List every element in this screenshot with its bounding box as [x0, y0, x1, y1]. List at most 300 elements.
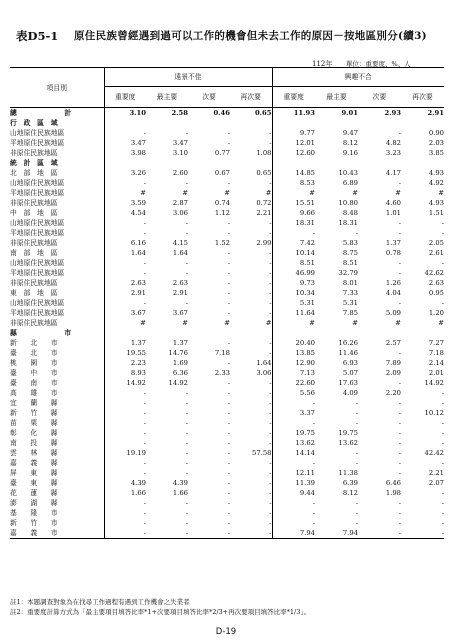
table-cell: - — [269, 259, 272, 267]
table-cell: - — [398, 509, 401, 517]
table-cell — [230, 158, 272, 168]
row-label: 山地原住民族地區 — [10, 128, 104, 138]
table-cell: 11.38 — [338, 469, 358, 477]
table-cell: 12.90 — [272, 358, 315, 368]
table-cell: 11.46 — [338, 349, 358, 357]
table-cell: 5.09 — [385, 309, 401, 317]
table-cell: - — [269, 439, 272, 447]
table-cell: - — [355, 499, 358, 507]
table-cell: - — [398, 459, 401, 467]
row-label: 縣 市 — [10, 328, 104, 338]
table-cell: 12.11 — [272, 468, 315, 478]
table-cell: # — [140, 189, 146, 197]
row-label: 花 蓮 縣 — [10, 488, 104, 498]
table-row — [10, 118, 444, 128]
table-cell: - — [398, 519, 401, 527]
table-cell: - — [269, 489, 272, 497]
table-cell: 9.73 — [272, 278, 315, 288]
table-cell: - — [398, 379, 401, 387]
table-cell: - — [269, 469, 272, 477]
table-cell: 3.47 — [130, 139, 146, 147]
table-row — [10, 248, 444, 258]
row-label: 南 部 地 區 — [10, 248, 104, 258]
row-label: 南 投 縣 — [10, 438, 104, 448]
table-cell: 7.89 — [385, 359, 401, 367]
table-cell: 3.47 — [172, 139, 188, 147]
table-cell: 3.67 — [172, 309, 188, 317]
table-cell: - — [188, 528, 230, 539]
table-row — [10, 138, 444, 148]
row-label: 東 部 地 區 — [10, 288, 104, 298]
table-cell: - — [185, 449, 188, 457]
table-cell: - — [272, 228, 315, 238]
table-row — [10, 378, 444, 388]
table-row — [10, 228, 444, 238]
row-label: 嘉 義 市 — [10, 528, 104, 539]
table-cell: - — [398, 419, 401, 427]
table-cell: - — [272, 518, 315, 528]
row-label: 非原住民族地區 — [10, 198, 104, 208]
table-cell: - — [441, 299, 444, 307]
table-cell: 7.18 — [428, 349, 444, 357]
table-cell: 7.94 — [272, 528, 315, 539]
table-cell: - — [398, 129, 401, 137]
table-cell: 9.16 — [342, 149, 358, 157]
table-cell: 4.82 — [385, 139, 401, 147]
table-cell — [272, 328, 315, 338]
table-cell: - — [143, 509, 146, 517]
table-cell: - — [185, 389, 188, 397]
table-cell: - — [185, 429, 188, 437]
row-label: 非原住民族地區 — [10, 238, 104, 248]
row-label: 澎 湖 縣 — [10, 498, 104, 508]
unit-label: 單位：重要度、%、人 — [346, 60, 411, 68]
table-cell: - — [227, 129, 230, 137]
table-cell: - — [185, 399, 188, 407]
table-cell: 14.92 — [424, 379, 444, 387]
table-cell: 10.43 — [338, 169, 358, 177]
table-row — [10, 188, 444, 198]
table-row — [10, 348, 444, 358]
table-cell: 1.26 — [385, 279, 401, 287]
page-number: D-19 — [215, 627, 237, 637]
table-cell: - — [441, 459, 444, 467]
table-cell: 3.26 — [130, 169, 146, 177]
table-row — [10, 178, 444, 188]
table-cell: 2.09 — [385, 369, 401, 377]
table-cell: - — [227, 389, 230, 397]
row-label: 統 計 區 域 — [10, 158, 104, 168]
table-cell: 19.19 — [126, 449, 146, 457]
table-cell: - — [269, 309, 272, 317]
table-cell: - — [185, 499, 188, 507]
table-cell: - — [143, 409, 146, 417]
table-cell: - — [143, 179, 146, 187]
table-cell: - — [269, 409, 272, 417]
table-cell: - — [398, 429, 401, 437]
table-cell: 7.27 — [428, 339, 444, 347]
table-cell: 19.55 — [126, 349, 146, 357]
table-cell: 0.46 — [213, 109, 230, 117]
table-cell: 10.14 — [272, 248, 315, 258]
row-label: 彰 化 縣 — [10, 428, 104, 438]
table-cell: - — [269, 139, 272, 147]
table-cell: 1.66 — [130, 489, 146, 497]
table-cell: 3.98 — [130, 149, 146, 157]
table-cell: 12.01 — [272, 138, 315, 148]
table-cell: 12.60 — [272, 148, 315, 158]
table-cell: - — [441, 489, 444, 497]
table-cell: 1.37 — [130, 339, 146, 347]
table-cell: 2.07 — [428, 479, 444, 487]
table-cell: - — [269, 509, 272, 517]
table-cell — [272, 118, 315, 128]
table-cell: - — [269, 129, 272, 137]
table-cell: - — [227, 509, 230, 517]
table-cell: - — [269, 419, 272, 427]
table-cell: 5.07 — [342, 369, 358, 377]
table-cell: 7.85 — [342, 309, 358, 317]
table-cell: - — [185, 419, 188, 427]
table-cell: 14.92 — [126, 379, 146, 387]
table-cell: 5.31 — [272, 298, 315, 308]
table-row — [10, 518, 444, 528]
table-cell: 3.67 — [130, 309, 146, 317]
table-cell — [401, 328, 444, 338]
table-row — [10, 108, 444, 119]
table-cell: - — [227, 229, 230, 237]
table-cell: 3.37 — [272, 408, 315, 418]
table-row — [10, 428, 444, 438]
table-cell: - — [227, 269, 230, 277]
row-label: 臺 北 市 — [10, 348, 104, 358]
table-cell: 4.39 — [172, 479, 188, 487]
table-cell: # — [395, 189, 401, 197]
column-header: 重要度 — [272, 87, 315, 108]
table-cell: 6.46 — [385, 479, 401, 487]
table-cell: - — [269, 219, 272, 227]
table-row — [10, 128, 444, 138]
table-cell: 1.01 — [385, 209, 401, 217]
footnote: 註2：重要度計算方式為「最主要項目填答比率*1+次要項目填答比率*2/3+再次要項目填答比率*1/3」。 — [10, 608, 311, 616]
table-cell: - — [143, 429, 146, 437]
table-cell: 4.09 — [342, 389, 358, 397]
table-cell: 4.04 — [385, 289, 401, 297]
table-cell: - — [398, 349, 401, 357]
table-cell: 10.80 — [338, 199, 358, 207]
table-cell: - — [355, 419, 358, 427]
table-cell: 8.12 — [342, 139, 358, 147]
row-label: 非原住民族地區 — [10, 278, 104, 288]
table-cell: - — [398, 439, 401, 447]
table-row — [10, 288, 444, 298]
table-cell: 1.20 — [428, 309, 444, 317]
table-cell: 2.99 — [256, 239, 272, 247]
table-row — [10, 388, 444, 398]
table-cell: - — [441, 229, 444, 237]
table-row — [10, 208, 444, 218]
table-cell: 9.44 — [272, 488, 315, 498]
table-cell: 4.54 — [130, 209, 146, 217]
table-cell: - — [143, 469, 146, 477]
table-cell: - — [272, 418, 315, 428]
table-cell: - — [401, 528, 444, 539]
table-cell: - — [355, 409, 358, 417]
table-cell: - — [227, 469, 230, 477]
table-cell: 2.33 — [214, 369, 230, 377]
group-header: 興趣不合 — [272, 68, 444, 87]
row-label: 雲 林 縣 — [10, 448, 104, 458]
table-cell: - — [398, 499, 401, 507]
table-cell — [104, 328, 146, 338]
table-cell: - — [185, 299, 188, 307]
table-cell: - — [143, 259, 146, 267]
table-cell: 3.59 — [130, 199, 146, 207]
table-cell: 11.39 — [272, 478, 315, 488]
table-cell: 2.63 — [130, 279, 146, 287]
table-cell: - — [185, 219, 188, 227]
table-cell: # — [352, 319, 358, 327]
table-cell: 1.98 — [385, 489, 401, 497]
table-cell: - — [355, 459, 358, 467]
table-cell: - — [227, 259, 230, 267]
table-cell: 7.13 — [272, 368, 315, 378]
table-row — [10, 308, 444, 318]
table-cell: - — [272, 498, 315, 508]
table-cell: 22.60 — [272, 378, 315, 388]
table-cell: 5.31 — [342, 299, 358, 307]
table-cell — [358, 158, 401, 168]
table-cell: - — [358, 528, 401, 539]
table-cell: 3.85 — [428, 149, 444, 157]
table-cell: - — [143, 399, 146, 407]
table-cell: - — [227, 379, 230, 387]
table-row — [10, 438, 444, 448]
table-cell: 8.75 — [342, 249, 358, 257]
table-cell: 4.17 — [385, 169, 401, 177]
table-cell: - — [269, 349, 272, 357]
table-cell: - — [269, 429, 272, 437]
row-label: 中 部 地 區 — [10, 208, 104, 218]
row-label: 高 雄 市 — [10, 388, 104, 398]
column-header: 次要 — [188, 87, 230, 108]
row-label: 基 隆 市 — [10, 508, 104, 518]
table-cell: - — [398, 449, 401, 457]
table-cell: 2.03 — [428, 139, 444, 147]
table-cell: - — [355, 229, 358, 237]
table-cell: 4.60 — [385, 199, 401, 207]
table-cell: 11.64 — [272, 308, 315, 318]
table-cell — [230, 118, 272, 128]
table-cell: - — [398, 259, 401, 267]
table-cell: 7.94 — [315, 528, 358, 539]
table-cell: - — [355, 399, 358, 407]
table-cell: 0.67 — [214, 169, 230, 177]
table-cell: 13.62 — [272, 438, 315, 448]
table-cell: - — [227, 399, 230, 407]
row-label: 總 計 — [10, 108, 104, 119]
row-label: 平地原住民族地區 — [10, 188, 104, 198]
table-cell: - — [143, 269, 146, 277]
column-header: 重要度 — [104, 87, 146, 108]
table-cell: - — [269, 499, 272, 507]
table-cell: - — [441, 509, 444, 517]
table-row — [10, 408, 444, 418]
table-row — [10, 398, 444, 408]
table-cell: - — [441, 259, 444, 267]
table-row — [10, 488, 444, 498]
table-cell: - — [227, 179, 230, 187]
table-cell: - — [398, 399, 401, 407]
table-row — [10, 148, 444, 158]
table-cell — [401, 158, 444, 168]
table-cell: 0.65 — [256, 169, 272, 177]
table-cell: 3.06 — [256, 369, 272, 377]
column-header: 最主要 — [146, 87, 188, 108]
table-cell: 18.31 — [272, 218, 315, 228]
statistics-table — [10, 67, 444, 539]
year-label: 112年 — [312, 60, 333, 68]
table-cell: 13.62 — [338, 439, 358, 447]
table-cell: # — [140, 319, 146, 327]
table-cell — [104, 158, 146, 168]
table-cell: - — [269, 459, 272, 467]
table-cell: 14.85 — [272, 168, 315, 178]
table-cell: 7.42 — [272, 238, 315, 248]
table-cell: 15.51 — [272, 198, 315, 208]
table-cell: - — [227, 289, 230, 297]
table-cell: - — [185, 179, 188, 187]
table-cell: 6.39 — [342, 479, 358, 487]
column-header: 最主要 — [315, 87, 358, 108]
table-cell: 1.08 — [256, 149, 272, 157]
table-cell: 2.91 — [130, 289, 146, 297]
table-cell: 8.01 — [342, 279, 358, 287]
table-cell: # — [272, 318, 315, 328]
table-cell: 7.18 — [214, 349, 230, 357]
table-row — [10, 338, 444, 348]
table-cell: - — [227, 489, 230, 497]
table-cell: 10.12 — [424, 409, 444, 417]
table-cell — [272, 158, 315, 168]
table-cell: - — [272, 398, 315, 408]
table-cell: 5.83 — [342, 239, 358, 247]
table-cell: - — [227, 499, 230, 507]
table-cell: - — [185, 129, 188, 137]
table-cell: 57.58 — [252, 449, 272, 457]
table-cell: 0.78 — [385, 249, 401, 257]
table-cell: - — [227, 419, 230, 427]
table-cell: - — [398, 219, 401, 227]
table-cell: - — [398, 299, 401, 307]
table-cell: - — [269, 229, 272, 237]
table-cell: - — [227, 279, 230, 287]
table-cell: 3.06 — [172, 209, 188, 217]
table-cell: 14.92 — [168, 379, 188, 387]
table-cell: - — [398, 409, 401, 417]
row-label: 山地原住民族地區 — [10, 258, 104, 268]
table-cell: 9.47 — [342, 129, 358, 137]
table-cell: 2.23 — [130, 359, 146, 367]
table-cell: 2.21 — [428, 469, 444, 477]
table-cell: 2.91 — [427, 109, 444, 117]
table-cell: 3.10 — [172, 149, 188, 157]
table-cell: - — [227, 249, 230, 257]
row-label: 山地原住民族地區 — [10, 218, 104, 228]
table-cell: 0.90 — [428, 129, 444, 137]
table-cell: - — [143, 519, 146, 527]
table-cell: - — [143, 229, 146, 237]
table-cell: 2.60 — [172, 169, 188, 177]
row-label: 屏 東 縣 — [10, 468, 104, 478]
row-label: 平地原住民族地區 — [10, 268, 104, 278]
group-header: 遠景不佳 — [104, 68, 272, 87]
table-cell: - — [227, 309, 230, 317]
table-cell — [146, 328, 188, 338]
table-cell: - — [143, 499, 146, 507]
table-cell: 3.23 — [385, 149, 401, 157]
column-header: 次要 — [358, 87, 401, 108]
row-label: 北 部 地 區 — [10, 168, 104, 178]
table-cell: - — [269, 279, 272, 287]
table-cell: 8.51 — [342, 259, 358, 267]
row-label: 非原住民族地區 — [10, 318, 104, 328]
table-row — [10, 468, 444, 478]
table-cell: 7.33 — [342, 289, 358, 297]
column-header: 再次要 — [230, 87, 272, 108]
table-cell: - — [143, 219, 146, 227]
table-cell: - — [269, 339, 272, 347]
table-cell: - — [185, 229, 188, 237]
table-cell: 9.01 — [341, 109, 358, 117]
table-cell: 0.72 — [256, 199, 272, 207]
table-cell: 4.15 — [172, 239, 188, 247]
table-title-text: 原住民族曾經遇到過可以工作的機會但未去工作的原因－按地區別分(續3) — [74, 30, 427, 42]
table-cell: 1.66 — [172, 489, 188, 497]
row-label: 臺 東 縣 — [10, 478, 104, 488]
table-cell: 1.12 — [214, 209, 230, 217]
table-cell: 8.12 — [342, 489, 358, 497]
row-label: 宜 蘭 縣 — [10, 398, 104, 408]
table-cell: - — [227, 409, 230, 417]
table-cell: - — [398, 179, 401, 187]
table-cell — [230, 328, 272, 338]
table-cell: 4.92 — [428, 179, 444, 187]
table-cell: - — [143, 419, 146, 427]
table-cell: 2.93 — [384, 109, 401, 117]
table-cell: - — [227, 139, 230, 147]
table-cell: 1.37 — [172, 339, 188, 347]
table-cell — [188, 328, 230, 338]
table-row — [10, 318, 444, 328]
table-row — [10, 418, 444, 428]
table-cell — [401, 118, 444, 128]
table-cell: # — [272, 188, 315, 198]
table-row — [10, 498, 444, 508]
table-cell: 1.51 — [428, 209, 444, 217]
table-cell: - — [185, 269, 188, 277]
row-label: 平地原住民族地區 — [10, 308, 104, 318]
table-cell: - — [185, 439, 188, 447]
table-cell: - — [441, 519, 444, 527]
table-cell: - — [227, 359, 230, 367]
table-cell: - — [227, 449, 230, 457]
table-cell: - — [269, 249, 272, 257]
table-cell: 14.76 — [168, 349, 188, 357]
table-cell: 10.34 — [272, 288, 315, 298]
table-cell: 1.69 — [172, 359, 188, 367]
table-cell: 19.75 — [338, 429, 358, 437]
